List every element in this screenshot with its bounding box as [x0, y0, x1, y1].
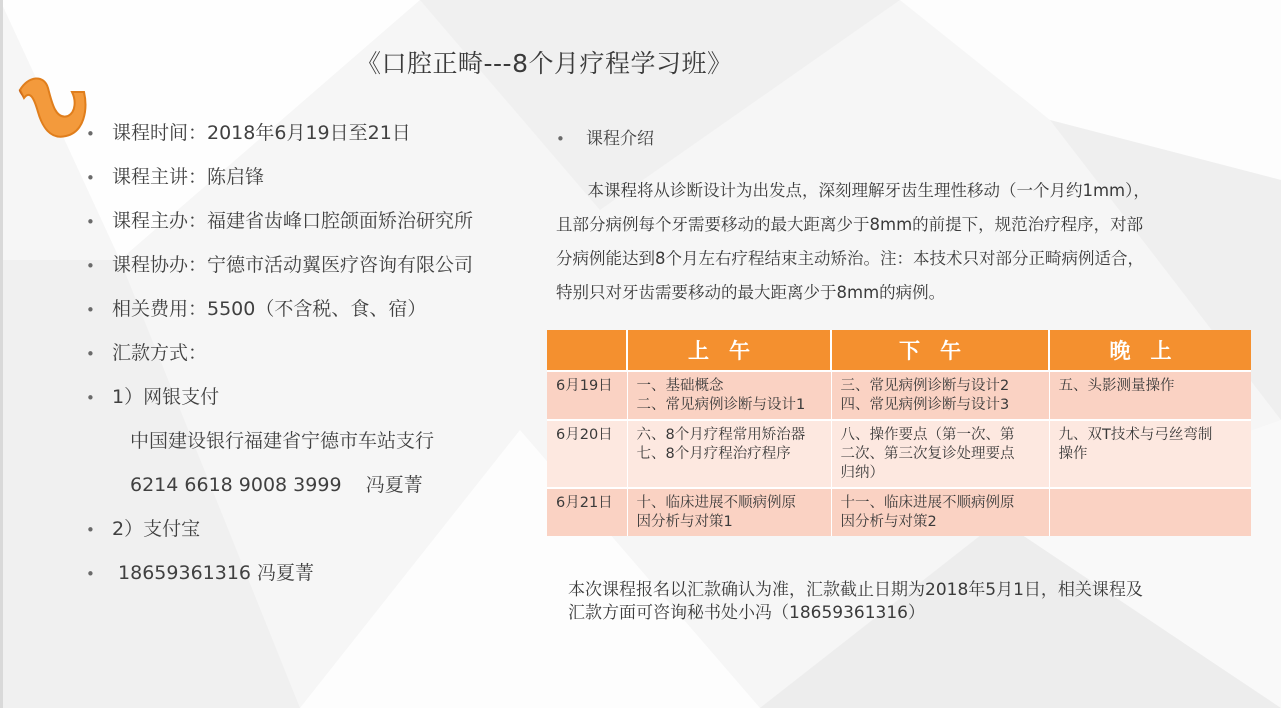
- course-intro-paragraph: [556, 174, 1220, 310]
- bullet-icon: •: [86, 213, 95, 231]
- instructor-text: 课程主讲：陈启锋: [112, 166, 265, 188]
- evening-cell: [1049, 488, 1251, 536]
- list-item-account: [86, 470, 473, 514]
- session-text: 二次、第三次复诊处理要点: [840, 446, 1015, 462]
- session-text: 一、基础概念: [636, 378, 724, 394]
- account-text: 6214 6618 9008 3999 冯夏菁: [130, 474, 423, 496]
- afternoon-cell: [831, 488, 1049, 536]
- bullet-icon: •: [86, 389, 95, 407]
- session-text: 三、常见病例诊断与设计2: [840, 378, 1010, 394]
- list-item-organizer: [86, 206, 473, 250]
- course-intro-heading-text: 课程介绍: [586, 129, 654, 149]
- co-organizer-text: 课程协办：宁德市活动翼医疗咨询有限公司: [112, 254, 474, 276]
- session-text: 四、常见病例诊断与设计3: [840, 397, 1010, 413]
- list-item-alipay-account: [86, 558, 473, 602]
- bullet-icon: •: [86, 169, 95, 187]
- evening-cell: [1049, 420, 1251, 488]
- intro-line: 分病例能达到8个月左右疗程结束主动矫治。注：本技术只对部分正畸病例适合，: [556, 249, 1144, 268]
- afternoon-cell: [831, 371, 1049, 420]
- note-line: 本次课程报名以汇款确认为准，汇款截止日期为2018年5月1日，相关课程及: [568, 580, 1143, 600]
- session-text: 五、头影测量操作: [1058, 378, 1175, 394]
- alipay-account-text: 18659361316 冯夏菁: [112, 562, 315, 584]
- morning-cell: [627, 488, 831, 536]
- session-text: 六、8个月疗程常用矫治器: [636, 427, 806, 443]
- header-afternoon: 下午: [831, 330, 1049, 371]
- list-item-fee: [86, 294, 473, 338]
- ribbon-logo-icon: [14, 70, 94, 146]
- morning-cell: [627, 371, 831, 420]
- evening-cell: [1049, 371, 1251, 420]
- afternoon-cell: [831, 420, 1049, 488]
- bullet-icon: •: [86, 521, 95, 539]
- intro-line: 且部分病例每个牙需要移动的最大距离少于8mm的前提下，规范治疗程序，对部: [556, 215, 1144, 234]
- payment-method-text: 汇款方式：: [112, 342, 208, 364]
- bullet-icon: •: [86, 301, 95, 319]
- session-text: 十一、临床进展不顺病例原: [840, 495, 1015, 511]
- session-text: 操作: [1058, 446, 1088, 462]
- date-text: 6月21日: [556, 495, 613, 511]
- session-text: 因分析与对策2: [840, 514, 937, 530]
- bullet-icon: •: [86, 565, 95, 583]
- date-cell: [547, 488, 627, 536]
- date-cell: [547, 420, 627, 488]
- intro-line: 本课程将从诊断设计为出发点，深刻理解牙齿生理性移动（一个月约1mm），: [556, 181, 1150, 200]
- list-item-alipay: [86, 514, 473, 558]
- bullet-icon: •: [86, 345, 95, 363]
- course-time-text: 课程时间：2018年6月19日至21日: [112, 122, 411, 144]
- list-item-online-banking: [86, 382, 473, 426]
- bullet-icon: •: [86, 125, 95, 143]
- list-item-co-organizer: [86, 250, 473, 294]
- session-text: 九、双T技术与弓丝弯制: [1058, 427, 1213, 443]
- header-morning: 上午: [627, 330, 831, 371]
- session-text: 十、临床进展不顺病例原: [636, 495, 796, 511]
- alipay-text: 2）支付宝: [112, 518, 201, 540]
- list-item-instructor: [86, 162, 473, 206]
- session-text: 八、操作要点（第一次、第: [840, 427, 1015, 443]
- note-line: 汇款方面可咨询秘书处小冯（18659361316）: [568, 603, 925, 623]
- slide-title: 《口腔正畸---8个月疗程学习班》: [356, 49, 733, 78]
- course-info-list: [86, 118, 473, 602]
- bullet-icon: •: [86, 257, 95, 275]
- table-row: [547, 371, 1251, 420]
- session-text: 因分析与对策1: [636, 514, 733, 530]
- course-intro-heading: [556, 124, 654, 149]
- header-evening: 晚上: [1049, 330, 1251, 371]
- date-cell: [547, 371, 627, 420]
- intro-line: 特别只对牙齿需要移动的最大距离少于8mm的病例。: [556, 283, 946, 302]
- fee-text: 相关费用：5500（不含税、食、宿）: [112, 298, 427, 320]
- registration-note: [568, 579, 1143, 625]
- morning-cell: [627, 420, 831, 488]
- list-item-bank-name: [86, 426, 473, 470]
- organizer-text: 课程主办：福建省齿峰口腔颌面矫治研究所: [112, 210, 474, 232]
- bank-name-text: 中国建设银行福建省宁德市车站支行: [130, 430, 435, 452]
- session-text: 七、8个月疗程治疗程序: [636, 446, 791, 462]
- bullet-icon: •: [556, 130, 565, 148]
- table-row: [547, 488, 1251, 536]
- list-item-course-time: [86, 118, 473, 162]
- schedule-table: [547, 330, 1251, 536]
- date-text: 6月20日: [556, 427, 613, 443]
- session-text: 归纳）: [840, 465, 884, 481]
- date-text: 6月19日: [556, 378, 613, 394]
- table-row: [547, 420, 1251, 488]
- schedule-header-row: [547, 330, 1251, 371]
- list-item-payment-method: [86, 338, 473, 382]
- header-date: [547, 330, 627, 371]
- online-banking-text: 1）网银支付: [112, 386, 220, 408]
- session-text: 二、常见病例诊断与设计1: [636, 397, 806, 413]
- left-edge-stripe: [0, 0, 3, 708]
